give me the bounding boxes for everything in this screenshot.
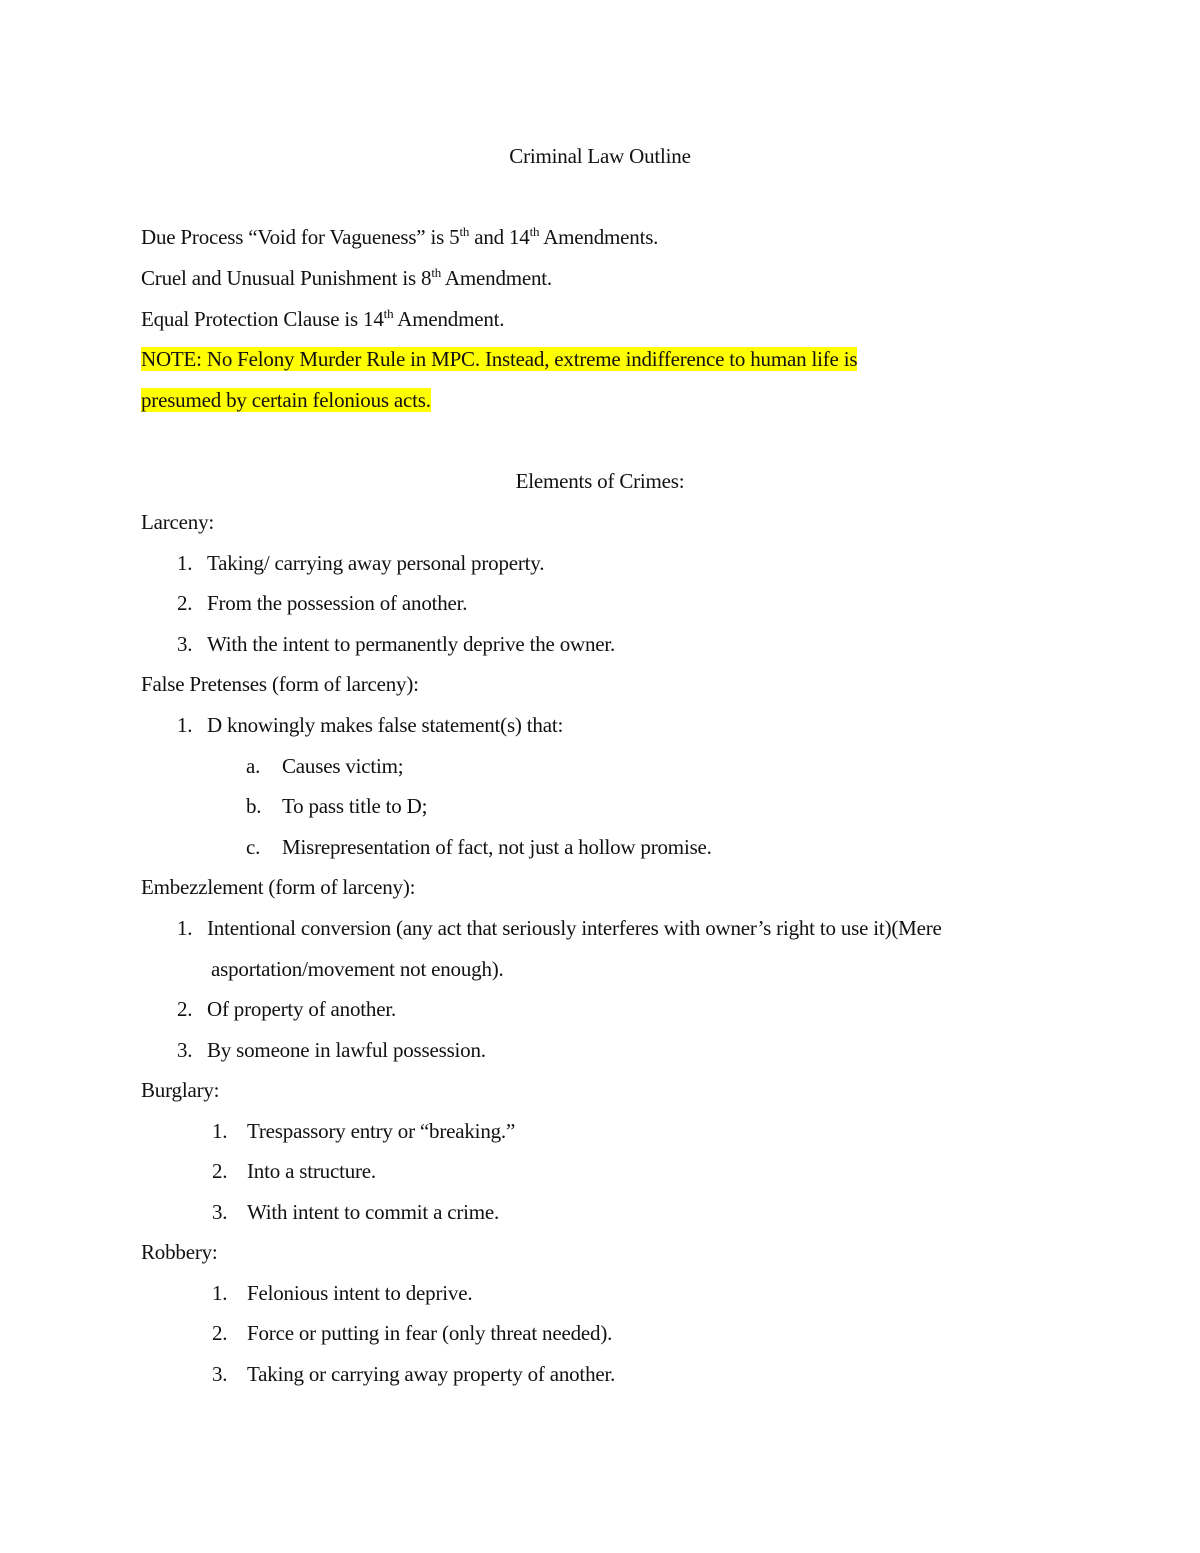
list-text: Felonious intent to deprive. <box>247 1281 473 1305</box>
list-text: Intentional conversion (any act that seriously interferes with owner’s right to use it)(Mere <box>207 916 942 940</box>
list-number: 2. <box>212 1159 228 1183</box>
list-text: With intent to commit a crime. <box>247 1200 500 1224</box>
cruel-unusual-text: Amendment. <box>441 266 552 290</box>
list-number: 1. <box>212 1281 228 1305</box>
list-item-continuation: asportation/movement not enough). <box>211 957 504 981</box>
due-process-text: and 14 <box>469 225 530 249</box>
list-number: 3. <box>212 1200 228 1224</box>
section-heading-false-pretenses: False Pretenses (form of larceny): <box>141 672 419 696</box>
list-number: 3. <box>177 1038 193 1062</box>
list-text: From the possession of another. <box>207 591 468 615</box>
sub-list-item <box>246 753 403 779</box>
sub-list-letter: a. <box>246 754 261 778</box>
sub-list-letter: b. <box>246 794 262 818</box>
document-title: Criminal Law Outline <box>509 144 691 168</box>
sub-list-text: Causes victim; <box>282 754 404 778</box>
list-item <box>212 1118 515 1144</box>
equal-protection-line <box>141 306 504 332</box>
section-heading-burglary: Burglary: <box>141 1078 220 1102</box>
superscript: th <box>529 224 540 239</box>
list-item <box>177 1037 486 1063</box>
list-number: 2. <box>177 591 193 615</box>
list-item <box>212 1320 612 1346</box>
section-heading-larceny: Larceny: <box>141 510 215 534</box>
sub-list-item <box>246 793 427 819</box>
list-item <box>212 1158 376 1184</box>
section-heading-robbery: Robbery: <box>141 1240 218 1264</box>
list-item <box>212 1280 472 1306</box>
list-item <box>212 1199 499 1225</box>
sub-list-text: Misrepresentation of fact, not just a hollow promise. <box>282 835 712 859</box>
list-item <box>212 1361 615 1387</box>
cruel-unusual-text: Cruel and Unusual Punishment is 8 <box>141 266 432 290</box>
section-heading-embezzlement: Embezzlement (form of larceny): <box>141 875 416 899</box>
list-number: 3. <box>212 1362 228 1386</box>
list-text: Taking or carrying away property of another. <box>247 1362 616 1386</box>
list-text: Taking/ carrying away personal property. <box>207 551 545 575</box>
note-line-1 <box>141 346 857 372</box>
list-text: D knowingly makes false statement(s) that: <box>207 713 564 737</box>
highlighted-note: presumed by certain felonious acts. <box>141 388 431 412</box>
list-item <box>177 712 563 738</box>
superscript: th <box>431 265 442 280</box>
note-line-2 <box>141 387 431 413</box>
superscript: th <box>459 224 470 239</box>
list-number: 2. <box>212 1321 228 1345</box>
list-text: By someone in lawful possession. <box>207 1038 486 1062</box>
list-text: Force or putting in fear (only threat needed). <box>247 1321 613 1345</box>
list-item <box>177 590 467 616</box>
list-number: 1. <box>177 713 193 737</box>
list-text: Into a structure. <box>247 1159 376 1183</box>
due-process-text: Amendments. <box>539 225 659 249</box>
list-number: 3. <box>177 632 193 656</box>
list-number: 1. <box>177 551 193 575</box>
list-number: 2. <box>177 997 193 1021</box>
due-process-line <box>141 224 658 250</box>
elements-heading: Elements of Crimes: <box>515 469 685 493</box>
list-text: Trespassory entry or “breaking.” <box>247 1119 516 1143</box>
list-number: 1. <box>177 916 193 940</box>
sub-list-item <box>246 834 712 860</box>
due-process-text: Due Process “Void for Vagueness” is 5 <box>141 225 460 249</box>
list-item <box>177 550 544 576</box>
sub-list-letter: c. <box>246 835 261 859</box>
list-number: 1. <box>212 1119 228 1143</box>
list-item <box>177 915 942 941</box>
list-text: Of property of another. <box>207 997 397 1021</box>
sub-list-text: To pass title to D; <box>282 794 428 818</box>
list-item <box>177 631 615 657</box>
list-item <box>177 996 396 1022</box>
cruel-unusual-line <box>141 265 552 291</box>
equal-protection-text: Equal Protection Clause is 14 <box>141 307 384 331</box>
highlighted-note: NOTE: No Felony Murder Rule in MPC. Instead, extreme indifference to human life is <box>141 347 858 371</box>
equal-protection-text: Amendment. <box>393 307 505 331</box>
superscript: th <box>383 306 394 321</box>
list-text: With the intent to permanently deprive the owner. <box>207 632 616 656</box>
